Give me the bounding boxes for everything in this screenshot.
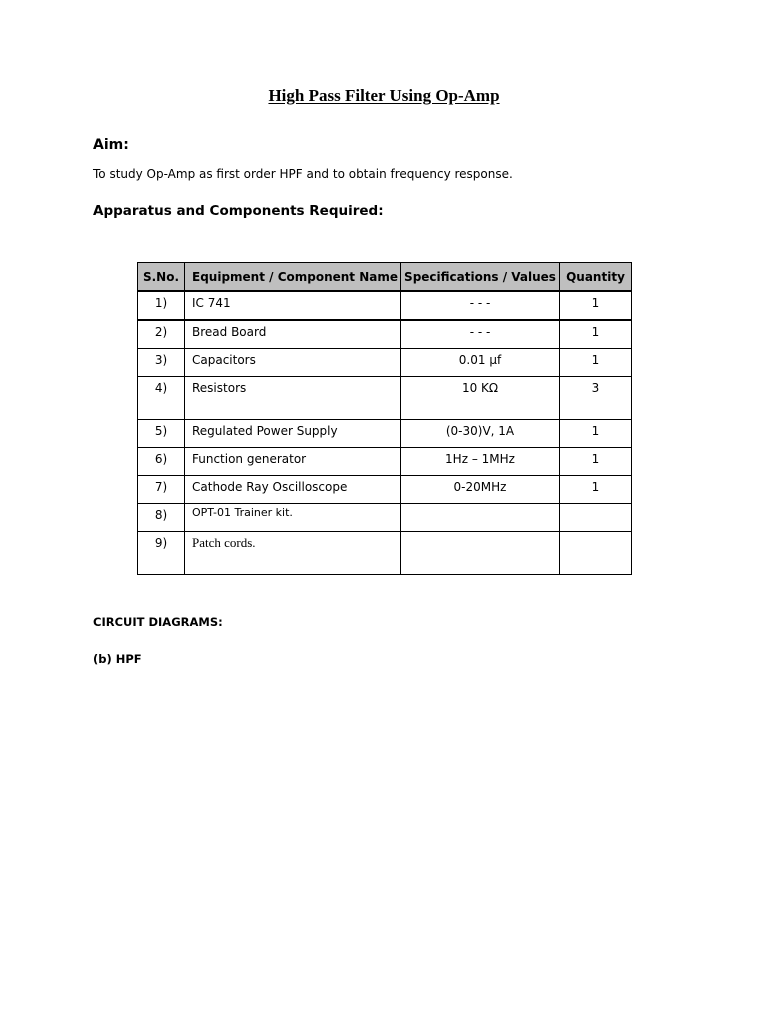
table-row	[138, 532, 632, 575]
circuit-diagrams-heading: CIRCUIT DIAGRAMS:	[93, 615, 223, 629]
table-row	[138, 349, 632, 377]
table-header-row	[138, 263, 632, 292]
cell-sno: 8)	[138, 504, 185, 532]
header-qty: Quantity	[560, 263, 632, 292]
cell-qty: 1	[560, 420, 632, 448]
cell-name: Regulated Power Supply	[185, 420, 401, 448]
table-row	[138, 320, 632, 349]
cell-name: Resistors	[185, 377, 401, 420]
table-row	[138, 504, 632, 532]
cell-spec	[401, 504, 560, 532]
cell-sno: 6)	[138, 448, 185, 476]
cell-name: Cathode Ray Oscilloscope	[185, 476, 401, 504]
cell-sno: 3)	[138, 349, 185, 377]
cell-name: OPT-01 Trainer kit.	[185, 504, 401, 532]
cell-qty: 1	[560, 291, 632, 320]
cell-spec: - - -	[401, 320, 560, 349]
cell-sno: 2)	[138, 320, 185, 349]
cell-spec: 0.01 µf	[401, 349, 560, 377]
table-row	[138, 377, 632, 420]
header-name: Equipment / Component Name	[185, 263, 401, 292]
cell-qty: 1	[560, 320, 632, 349]
cell-name: Patch cords.	[185, 532, 401, 575]
cell-name: Capacitors	[185, 349, 401, 377]
cell-name: IC 741	[185, 291, 401, 320]
cell-sno: 1)	[138, 291, 185, 320]
cell-spec: 10 KΩ	[401, 377, 560, 420]
cell-spec: 0-20MHz	[401, 476, 560, 504]
cell-qty: 1	[560, 448, 632, 476]
aim-heading: Aim:	[93, 137, 129, 153]
cell-spec	[401, 532, 560, 575]
cell-name: Bread Board	[185, 320, 401, 349]
cell-sno: 5)	[138, 420, 185, 448]
cell-spec: - - -	[401, 291, 560, 320]
document-title: High Pass Filter Using Op-Amp	[268, 86, 500, 105]
table-row	[138, 420, 632, 448]
components-table	[137, 262, 632, 575]
hpf-subheading: (b) HPF	[93, 652, 142, 666]
cell-sno: 7)	[138, 476, 185, 504]
cell-qty	[560, 532, 632, 575]
cell-qty: 3	[560, 377, 632, 420]
apparatus-heading: Apparatus and Components Required:	[93, 203, 384, 219]
cell-sno: 9)	[138, 532, 185, 575]
table-row	[138, 448, 632, 476]
cell-name: Function generator	[185, 448, 401, 476]
cell-sno: 4)	[138, 377, 185, 420]
cell-qty: 1	[560, 476, 632, 504]
cell-qty: 1	[560, 349, 632, 377]
table-row	[138, 476, 632, 504]
aim-text: To study Op-Amp as first order HPF and to obtain frequency response.	[93, 167, 513, 181]
table-row	[138, 291, 632, 320]
cell-spec: (0-30)V, 1A	[401, 420, 560, 448]
cell-spec: 1Hz – 1MHz	[401, 448, 560, 476]
header-sno: S.No.	[138, 263, 185, 292]
cell-qty	[560, 504, 632, 532]
header-spec: Specifications / Values	[401, 263, 560, 292]
